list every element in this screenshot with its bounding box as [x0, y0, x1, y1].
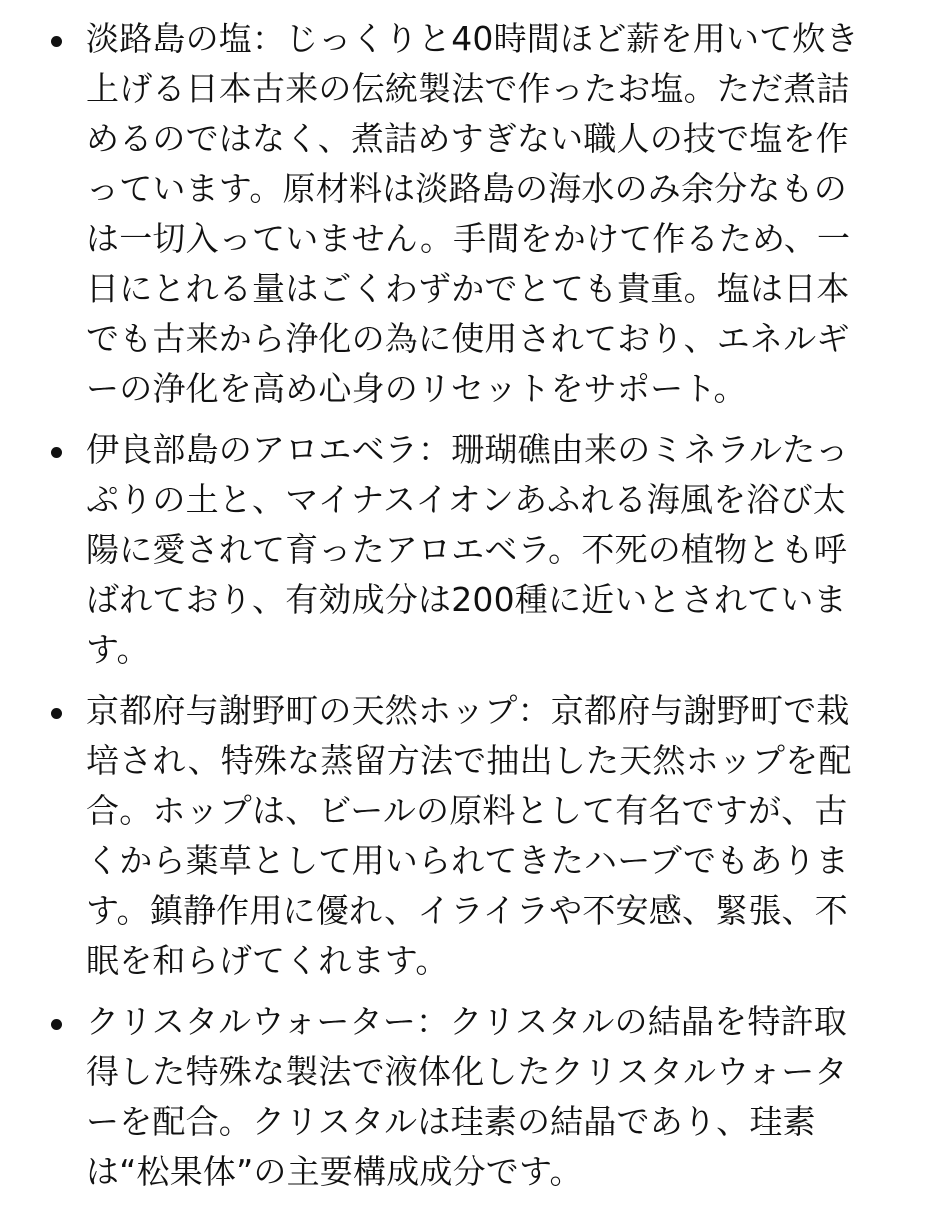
bullet-icon	[51, 36, 62, 47]
text-line: クリスタルウォーター：クリスタルの結晶を特許取	[86, 1002, 847, 1041]
text-line: めるのではなく、煮詰めすぎない職人の技で塩を作	[86, 119, 849, 158]
text-line: ーの浄化を高め心身のリセットをサポート。	[86, 369, 747, 408]
text-line: 合。ホップは、ビールの原料として有名ですが、古	[86, 791, 848, 830]
text-line: 京都府与謝野町の天然ホップ：京都府与謝野町で栽	[86, 691, 850, 730]
text-line: は“松果体”の主要構成成分です。	[86, 1152, 583, 1191]
text-line: 日にとれる量はごくわずかでとても貴重。塩は日本	[86, 269, 850, 308]
text-line: す。	[86, 630, 150, 669]
bullet-icon	[51, 708, 62, 719]
text-line: す。鎮静作用に優れ、イライラや不安感、緊張、不	[86, 891, 848, 930]
text-line: くから薬草として用いられてきたハーブでもありま	[86, 841, 849, 880]
text-line: 伊良部島のアロエベラ：珊瑚礁由来のミネラルたっ	[86, 430, 849, 469]
bullet-icon	[51, 1019, 62, 1030]
bullet-icon	[51, 447, 62, 458]
list-item-awaji-salt	[0, 14, 950, 414]
text-line: 陽に愛されて育ったアロエベラ。不死の植物とも呼	[86, 530, 847, 569]
text-line: 上げる日本古来の伝統製法で作ったお塩。ただ煮詰	[86, 69, 850, 108]
list-item-irabu-aloe	[0, 425, 950, 675]
ingredient-description	[0, 14, 950, 1208]
text-line: 眠を和らげてくれます。	[86, 941, 449, 980]
text-line: ぷりの土と、マイナスイオンあふれる海風を浴び太	[86, 480, 846, 519]
list-item-crystal-water	[0, 997, 950, 1197]
text-line: でも古来から浄化の為に使用されており、エネルギ	[86, 319, 850, 358]
ingredient-list	[0, 14, 950, 1197]
text-line: ーを配合。クリスタルは珪素の結晶であり、珪素	[86, 1102, 816, 1141]
text-line: は一切入っていません。手間をかけて作るため、一	[86, 219, 851, 258]
text-line: 淡路島の塩：じっくりと40時間ほど薪を用いて炊き	[86, 19, 859, 58]
text-line: 培され、特殊な蒸留方法で抽出した天然ホップを配	[86, 741, 852, 780]
text-line: っています。原材料は淡路島の海水のみ余分なもの	[86, 169, 847, 208]
list-item-kyoto-hop	[0, 686, 950, 986]
text-line: 得した特殊な製法で液体化したクリスタルウォータ	[86, 1052, 848, 1091]
text-line: ばれており、有効成分は200種に近いとされていま	[86, 580, 847, 619]
